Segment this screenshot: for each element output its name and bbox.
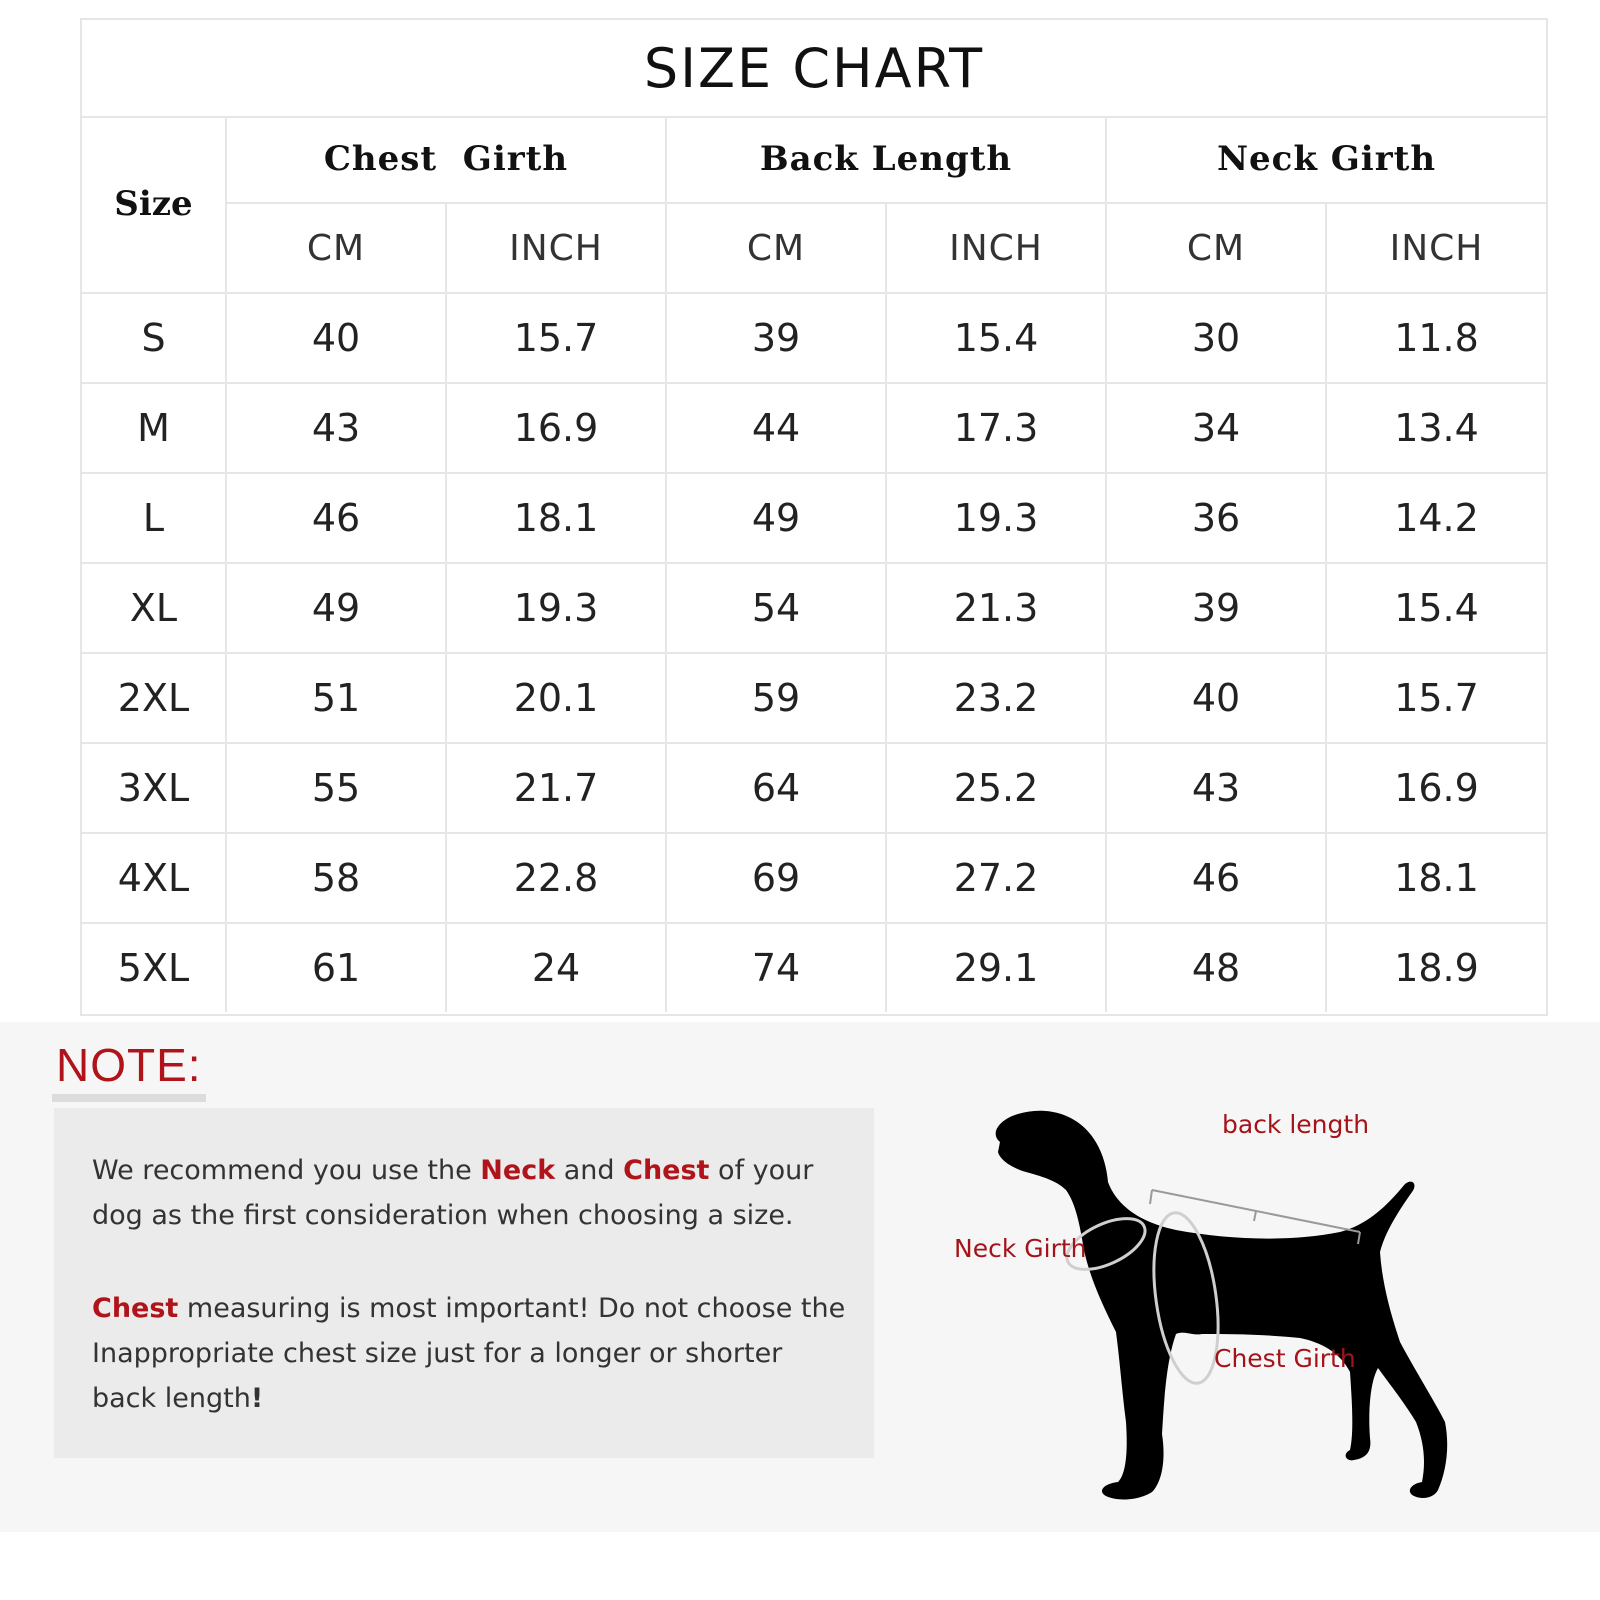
value-cell: 40 [1106,653,1326,743]
value-cell: 55 [226,743,446,833]
note-exclamation: ! [250,1383,264,1414]
value-cell: 29.1 [886,923,1106,1012]
value-cell: 49 [226,563,446,653]
value-cell: 16.9 [446,383,666,473]
note-paragraph-2 [92,1286,852,1421]
table-row [82,293,1546,383]
value-cell: 46 [1106,833,1326,923]
value-cell: 49 [666,473,886,563]
note-paragraph-1 [92,1148,852,1238]
table-row [82,833,1546,923]
note-text: We recommend you use the [92,1155,481,1186]
note-section [0,1022,1600,1532]
size-cell: M [82,383,226,473]
note-highlight-chest: Chest [623,1155,710,1186]
value-cell: 61 [226,923,446,1012]
size-cell: S [82,293,226,383]
note-highlight-chest: Chest [92,1293,179,1324]
size-column-header: Size [82,116,226,293]
value-cell: 39 [666,293,886,383]
value-cell: 39 [1106,563,1326,653]
table-row [82,923,1546,1012]
back-length-header: Back Length [666,116,1106,203]
value-cell: 59 [666,653,886,743]
size-chart-table [80,18,1548,1016]
note-text: and [555,1155,624,1186]
value-cell: 13.4 [1326,383,1546,473]
note-text: of your dog as the first consideration when choosing a size. [92,1155,814,1231]
value-cell: 48 [1106,923,1326,1012]
value-cell: 15.7 [446,293,666,383]
value-cell: 54 [666,563,886,653]
value-cell: 15.7 [1326,653,1546,743]
neck-girth-label: Neck Girth [954,1234,1087,1263]
table-row [82,653,1546,743]
dog-silhouette-icon [930,1072,1490,1522]
table-row [82,743,1546,833]
table-row [82,563,1546,653]
value-cell: 20.1 [446,653,666,743]
value-cell: 40 [226,293,446,383]
unit-header: CM [1106,203,1326,293]
table-row [82,383,1546,473]
unit-header: INCH [886,203,1106,293]
size-cell: 2XL [82,653,226,743]
value-cell: 51 [226,653,446,743]
note-box [54,1108,874,1458]
size-cell: XL [82,563,226,653]
back-length-label: back length [1222,1110,1370,1139]
value-cell: 58 [226,833,446,923]
note-text: measuring is most important! Do not choose the Inappropriate chest size just for a longer or shorter back length [92,1293,846,1414]
value-cell: 11.8 [1326,293,1546,383]
value-cell: 19.3 [446,563,666,653]
value-cell: 15.4 [1326,563,1546,653]
value-cell: 36 [1106,473,1326,563]
value-cell: 23.2 [886,653,1106,743]
value-cell: 21.3 [886,563,1106,653]
value-cell: 18.1 [1326,833,1546,923]
unit-header: INCH [1326,203,1546,293]
unit-header: INCH [446,203,666,293]
dog-body [996,1111,1448,1500]
value-cell: 21.7 [446,743,666,833]
value-cell: 30 [1106,293,1326,383]
value-cell: 74 [666,923,886,1012]
size-table [82,116,1546,1012]
chest-girth-header: Chest Girth [226,116,666,203]
value-cell: 34 [1106,383,1326,473]
value-cell: 43 [226,383,446,473]
note-highlight-neck: Neck [480,1155,556,1186]
neck-girth-header: Neck Girth [1106,116,1546,203]
value-cell: 24 [446,923,666,1012]
size-cell: 5XL [82,923,226,1012]
value-cell: 18.9 [1326,923,1546,1012]
unit-header: CM [226,203,446,293]
value-cell: 14.2 [1326,473,1546,563]
value-cell: 46 [226,473,446,563]
value-cell: 15.4 [886,293,1106,383]
value-cell: 43 [1106,743,1326,833]
size-cell: L [82,473,226,563]
size-cell: 3XL [82,743,226,833]
value-cell: 25.2 [886,743,1106,833]
value-cell: 17.3 [886,383,1106,473]
value-cell: 19.3 [886,473,1106,563]
value-cell: 64 [666,743,886,833]
unit-header: CM [666,203,886,293]
value-cell: 69 [666,833,886,923]
value-cell: 16.9 [1326,743,1546,833]
chest-girth-label: Chest Girth [1214,1344,1356,1373]
value-cell: 22.8 [446,833,666,923]
chart-title: SIZE CHART [82,20,1546,118]
value-cell: 27.2 [886,833,1106,923]
table-row [82,473,1546,563]
value-cell: 18.1 [446,473,666,563]
note-title: NOTE: [52,1036,206,1102]
size-cell: 4XL [82,833,226,923]
value-cell: 44 [666,383,886,473]
dog-measurement-diagram [930,1072,1490,1522]
